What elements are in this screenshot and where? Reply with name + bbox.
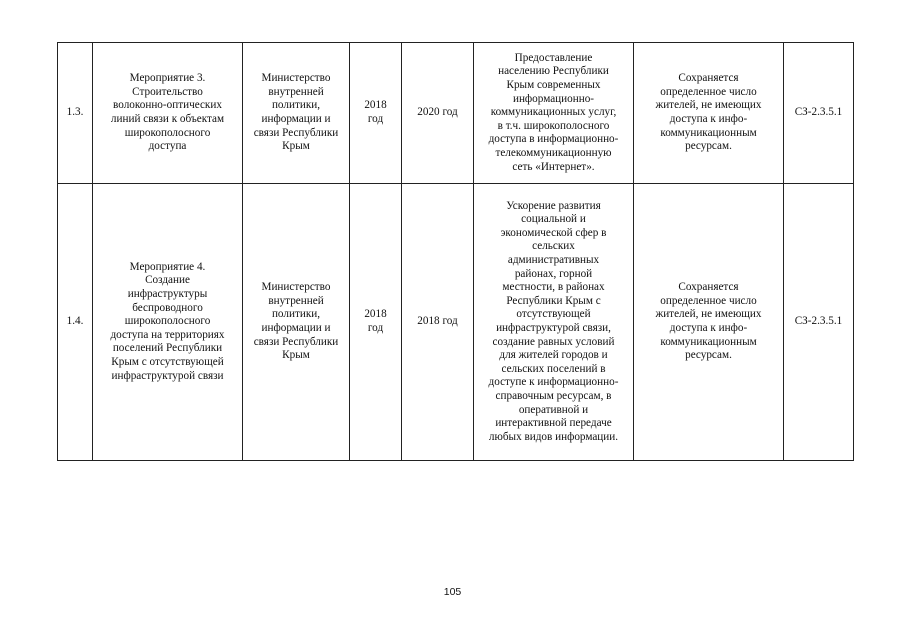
executor-text: Министерство внутренней политики, информации и связи Республики Крым [253, 72, 339, 153]
activities-table [57, 42, 854, 461]
activity-text: Мероприятие 3. Строительство волоконно-оптических линий связи к объектам широкополосного доступа [110, 72, 225, 153]
executor-cell [243, 184, 350, 461]
start-year-cell [350, 184, 402, 461]
table-row [58, 184, 854, 461]
indicator-code: СЗ-2.3.5.1 [794, 315, 843, 328]
page-number: 105 [443, 586, 462, 598]
activity-cell [93, 184, 243, 461]
executor-cell [243, 43, 350, 184]
row-number: 1.4. [66, 315, 84, 328]
expected-result-cell [474, 43, 634, 184]
end-year: 2020 год [417, 106, 458, 119]
end-year-cell [402, 184, 474, 461]
indicator-code: СЗ-2.3.5.1 [794, 106, 843, 119]
row-number-cell [58, 43, 93, 184]
indicator-code-cell [784, 43, 854, 184]
start-year: 2018 год [364, 308, 387, 334]
expected-result-text: Предоставление населению Республики Крым современных информационно- коммуникационных услуг, в т.ч. широкополосного доступа в информационно- телекоммуникационную сеть «Интернет». [488, 51, 619, 173]
end-year: 2018 год [417, 315, 458, 328]
activity-text: Мероприятие 4. Создание инфраструктуры беспроводного широкополосного доступа на территориях поселений Республики Крым с отсутствующей инфраструктурой связи [110, 260, 225, 382]
start-year: 2018 год [364, 99, 387, 125]
start-year-cell [350, 43, 402, 184]
indicator-code-cell [784, 184, 854, 461]
activity-cell [93, 43, 243, 184]
row-number-cell [58, 184, 93, 461]
consequence-cell [634, 184, 784, 461]
row-number: 1.3. [66, 106, 84, 119]
consequence-text: Сохраняется определенное число жителей, не имеющих доступа к инфо- коммуникационным ресурсам. [655, 281, 762, 362]
consequence-cell [634, 43, 784, 184]
consequence-text: Сохраняется определенное число жителей, не имеющих доступа к инфо- коммуникационным ресурсам. [655, 72, 762, 153]
expected-result-cell [474, 184, 634, 461]
end-year-cell [402, 43, 474, 184]
table-row [58, 43, 854, 184]
executor-text: Министерство внутренней политики, информации и связи Республики Крым [253, 281, 339, 362]
expected-result-text: Ускорение развития социальной и экономической сфер в сельских административных районах, горной местности, в районах Республики Крым с отсутствующей инфраструктурой связи, создание равных условий для жителей городов и сельских поселений в доступе к информационно- справочным ресурсам, в оперативной и интерактивной передаче любых видов информации. [488, 199, 619, 443]
